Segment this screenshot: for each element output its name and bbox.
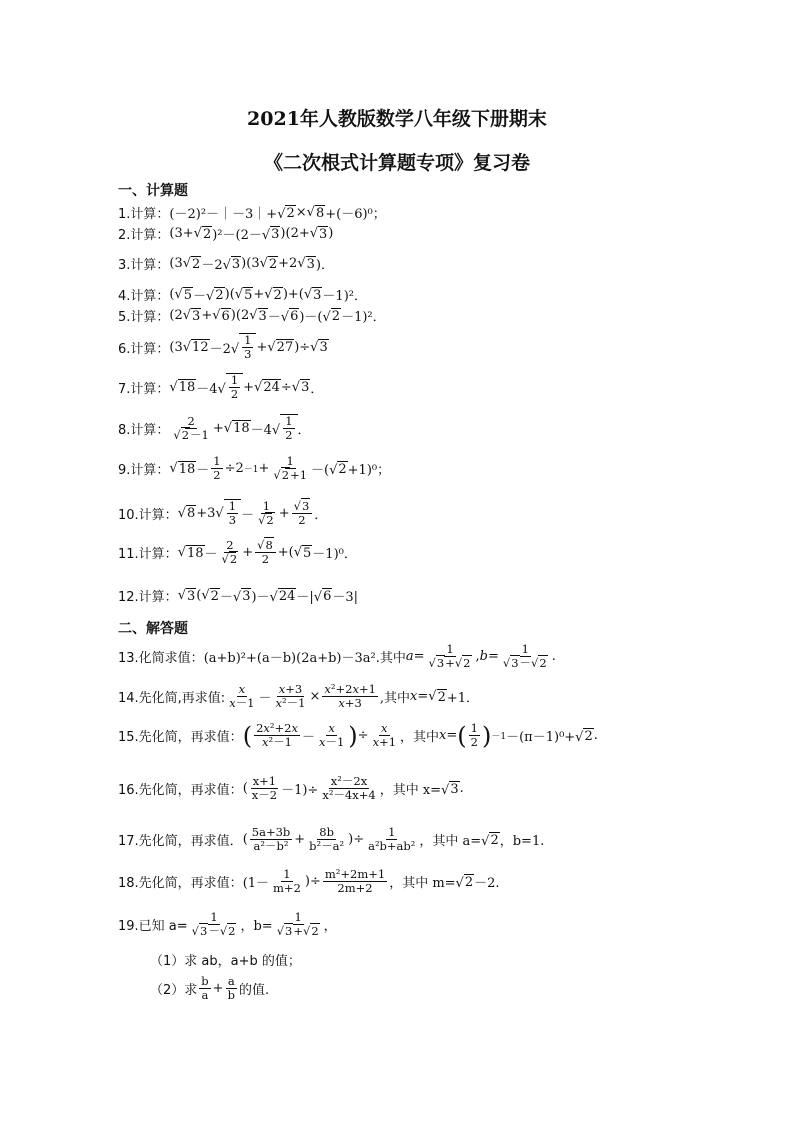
section-heading-solve: 二、解答题 (118, 621, 188, 637)
question-19-part-1: （1）求 ab，a+b 的值； (150, 954, 301, 969)
question-5: 5.计算： (2√ 3 +√ 6 )(2√ 3 －√ 6 )－(√ 2 －1)²． (118, 308, 386, 325)
question-13: 13.化简求值： (a+b)²+(a－b)(2a+b)－3a².其中 a = $\frac{1}{√3+√2}$ , b = $\frac{1}{√3-√2}$ . (118, 642, 556, 671)
question-2: 2.计算： (3+√ 2 )²－(2－√ 3 )(2+√ 3 ) (118, 226, 334, 243)
question-18: 18.先化简，再求值： (1－ $\frac{1}{m+2}$ )÷ $\frac{\text{m²+2m+1}}{2m+2}$ ，其中 m=√ 2 －2. (118, 867, 500, 896)
question-19: 19.已知 a= $\frac{1}{√3-√2}$ ，b= $\frac{1}{√3+√2}$ ， (118, 910, 337, 939)
question-6: 6.计算： (3√ 12 －2√ $\frac{1}{3}$ +√ 27 )÷√ 3 (118, 333, 328, 362)
question-16: 16.先化简，再求值： ( $\frac{x+1}{x-2}$ －1)÷ $\frac{\text{x²－2x}}{\text{x²－4x+4}}$ ，其中 x=√ 3 . (118, 774, 464, 803)
question-12: 12.计算： √ 3 (√ 2 －√ 3 )－√ 24 －|√ 6 －3| (118, 588, 358, 605)
question-3: 3.计算： (3√ 2 －2√ 3 )(3√ 2 +2√ 3 )． (118, 256, 334, 273)
section-heading-calc: 一、计算题 (118, 183, 188, 199)
question-4: 4.计算： (√ 5 －√ 2 )(√ 5 +√ 2 )+(√ 3 －1)²． (118, 287, 367, 304)
question-9: 9.计算： √ 18 － $\frac{1}{2}$ ÷2 －1 + $\frac{1}{√2+1}$ －(√ 2 +1)⁰； (118, 454, 391, 483)
question-8: 8.计算： $\frac{2}{√2-1}$ +√ 18 －4√ $\frac{1}{2}$ ． (118, 413, 311, 443)
question-14: 14.先化简,再求值: $\frac{x}{x-1}$ － $\frac{x+3}{\text{x²－1}}$ × $\frac{\text{x²+2x+1}}{x+3}$ ,其中 x =√ 2 +1． (118, 682, 480, 711)
title-line-2: 《二次根式计算题专项》复习卷 (263, 152, 530, 174)
question-17: 17.先化简，再求值． ( $\frac{5a+3b}{\text{a²－b²}}$ + $\frac{8b}{\text{b²－a²}}$ )÷ $\frac{1}{\text{a²b+ab²}}$ ，其中 a=√ 2 ，b=1. (118, 825, 545, 854)
question-10: 10.计算： √ 8 +3√ $\frac{1}{3}$ － $\frac{1}{√2}$ + $\frac{√3}{2}$ ． (118, 498, 328, 528)
question-15: 15.先化简，再求值： ( $\frac{\text{2x²+2x}}{\text{x²－1}}$ － $\frac{x}{x-1}$ ) ÷ $\frac{x}{x+1}$ ，其中 x = ( $\frac{1}{2}$ ) －1 －(π－1)⁰+√ 2 . (118, 721, 598, 750)
question-7: 7.计算： √ 18 －4√ $\frac{1}{2}$ +√ 24 ÷√ 3 ． (118, 373, 324, 402)
question-11: 11.计算： √ 18 － $\frac{2}{√2}$ + $\frac{√8}{2}$ +(√ 5 －1)⁰． (118, 538, 357, 567)
question-1: 1.计算： (－2)²－｜－3｜+√ 2 ×√ 8 +(－6)⁰； (118, 205, 386, 222)
question-19-part-2: （2）求 $\frac{b}{a}$ + $\frac{a}{b}$ 的值. (150, 974, 270, 1003)
title-line-1: 2021年人教版数学八年级下册期末 (247, 108, 547, 130)
